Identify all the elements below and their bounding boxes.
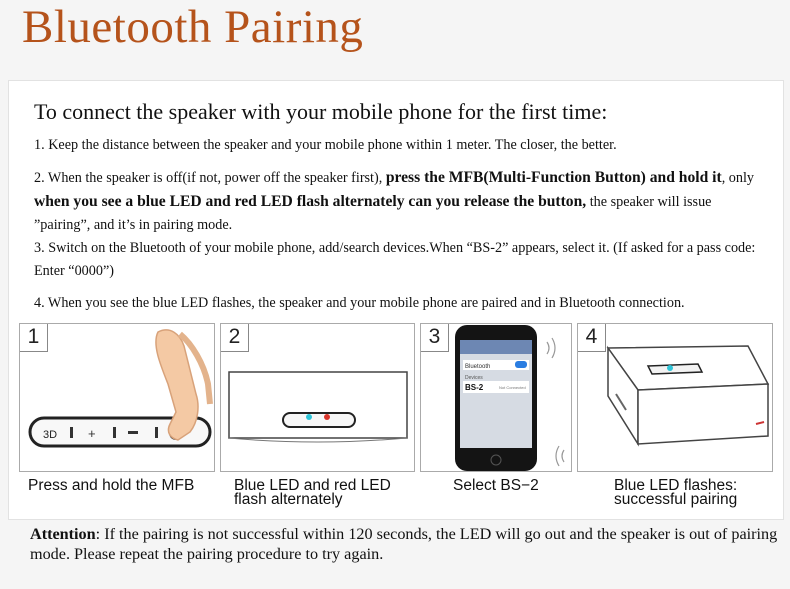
step-2-bold-a: press the MFB(Multi-Function Button) and hold it — [385, 169, 722, 186]
attention-label: Attention — [30, 525, 96, 543]
step-2-text-b: , only — [721, 170, 755, 186]
divider-mark — [70, 427, 73, 438]
bluetooth-toggle — [515, 361, 527, 368]
divider-mark — [155, 427, 158, 438]
control-strip — [648, 364, 702, 374]
step-3: 3. Switch on the Bluetooth of your mobile phone, add/search devices.When “BS-2” appears, select it. (If asked for a pass code: Enter “0000”) — [34, 240, 756, 279]
step-2 — [34, 166, 764, 237]
control-strip — [283, 413, 355, 427]
speaker-front — [638, 384, 768, 444]
screen-header — [460, 340, 532, 354]
signal-icon — [556, 446, 564, 466]
blue-led — [306, 414, 312, 420]
panel-4-caption-line2: successful pairing — [614, 491, 738, 508]
step-4: 4. When you see the blue LED flashes, the speaker and your mobile phone are paired and in Bluetooth connection. — [34, 295, 685, 311]
step-2-text-c: the speaker will issue ”pairing”, and it’s in pairing mode. — [34, 194, 712, 233]
attention-note — [30, 524, 782, 564]
press-mfb-illustration — [20, 324, 214, 471]
panel-4-number: 4 — [578, 324, 606, 352]
devices-label: Devices — [465, 375, 483, 381]
blue-led — [667, 365, 673, 371]
panel-2-caption-line1: Blue LED and red LED — [234, 477, 391, 494]
red-led — [324, 414, 330, 420]
illustration-panel-2 — [220, 323, 415, 472]
section-heading: To connect the speaker with your mobile phone for the first time: — [34, 99, 608, 124]
speaker-front-illustration — [221, 324, 414, 471]
panel-1-number: 1 — [20, 324, 48, 352]
illustration-panel-1 — [19, 323, 215, 472]
phone-screen — [460, 340, 532, 448]
device-status: Not Connected — [499, 385, 526, 390]
step-2-text-a: 2. When the speaker is off(if not, power off the speaker first), — [34, 170, 386, 186]
page-title: Bluetooth Pairing — [22, 1, 364, 53]
panel-1-caption: Press and hold the MFB — [28, 477, 195, 494]
bluetooth-label: Bluetooth — [465, 364, 491, 370]
speaker-body — [229, 372, 407, 438]
panel-2-number: 2 — [221, 324, 249, 352]
device-name: BS-2 — [465, 383, 484, 392]
panel-3-caption: Select BS−2 — [453, 477, 539, 494]
step-1: 1. Keep the distance between the speaker and your mobile phone within 1 meter. The closer, the better. — [34, 137, 617, 153]
panel-2-caption-line2: flash alternately — [234, 491, 343, 508]
step-2-bold-b: when you see a blue LED and red LED flash alternately can you release the button, — [34, 193, 587, 210]
panel-4-caption-line1: Blue LED flashes: — [614, 477, 738, 494]
minus-icon — [128, 431, 138, 434]
signal-icon — [547, 338, 555, 358]
3d-label: 3D — [43, 429, 58, 441]
attention-text: : If the pairing is not successful within 120 seconds, the LED will go out and the speaker is out of pairing mode. Please repeat the pairing procedure to try again. — [30, 525, 778, 563]
divider-mark — [113, 427, 116, 438]
panel-3-number: 3 — [421, 324, 449, 352]
plus-icon: + — [88, 426, 96, 441]
illustration-panel-4 — [577, 323, 773, 472]
speaker-angle-illustration — [578, 324, 772, 471]
illustration-panel-3 — [420, 323, 572, 472]
